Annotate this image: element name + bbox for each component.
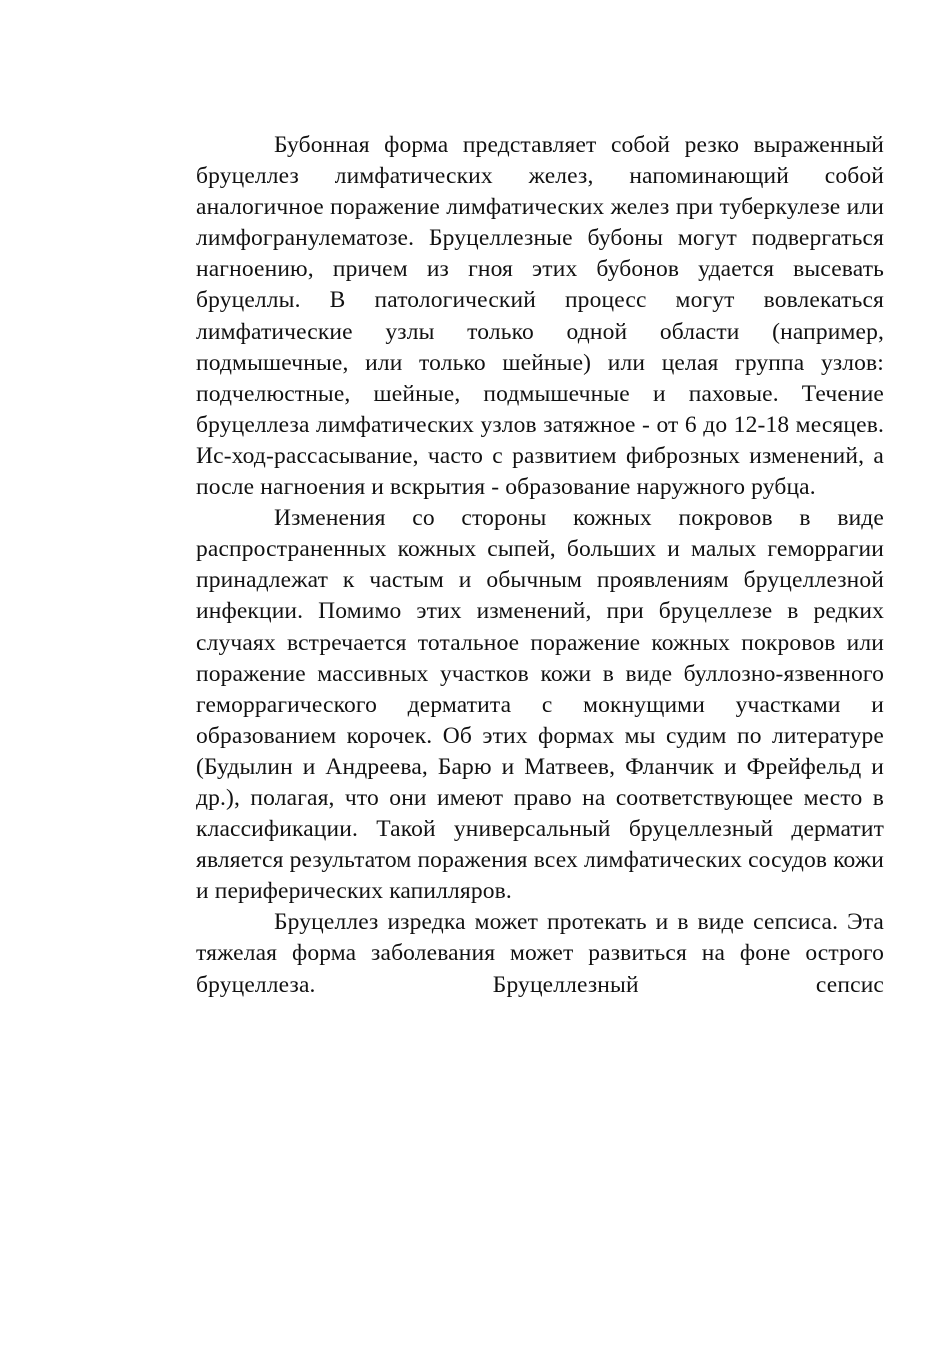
paragraph-skin-changes: Изменения со стороны кожных покровов в виде распространенных кожных сыпей, больших и малых геморрагии принадлежат к частым и обычным проявлениям бруцеллезной инфекции. Помимо этих изменений, при бруцеллезе в редких случаях встречается тотальное поражение кожных покровов или поражение массивных участков кожи в виде буллозно-язвенного геморрагического дерматита с мокнущими участками и образованием корочек. Об этих формах мы судим по литературе (Будылин и Андреева, Барю и Матвеев, Фланчик и Фрейфельд и др.), полагая, что они имеют право на соответствующее место в классификации. Такой универсальный бруцеллезный дерматит является результатом поражения всех лимфатических сосудов кожи и периферических капилляров. — [196, 505, 884, 905]
text-body — [196, 130, 884, 1001]
paragraph-sepsis: Бруцеллез изредка может протекать и в виде сепсиса. Эта тяжелая форма заболевания может развиться на фоне острого бруцеллеза. Бруцеллезный сепсис — [196, 909, 884, 998]
paragraph-bubonic-form: Бубонная форма представляет собой резко выраженный бруцеллез лимфатических желез, напоминающий собой аналогичное поражение лимфатических желез при туберкулезе или лимфогранулематозе. Бруцеллезные бубоны могут подвергаться нагноению, причем из гноя этих бубонов удается высевать бруцеллы. В патологический процесс могут вовлекаться лимфатические узлы только одной области (например, подмышечные, или только шейные) или целая группа узлов: подчелюстные, шейные, подмышечные и паховые. Течение бруцеллеза лимфатических узлов затяжное - от 6 до 12-18 месяцев. Ис-ход-рассасывание, часто с развитием фиброзных изменений, а после нагноения и вскрытия - образование наружного рубца. — [196, 132, 884, 501]
